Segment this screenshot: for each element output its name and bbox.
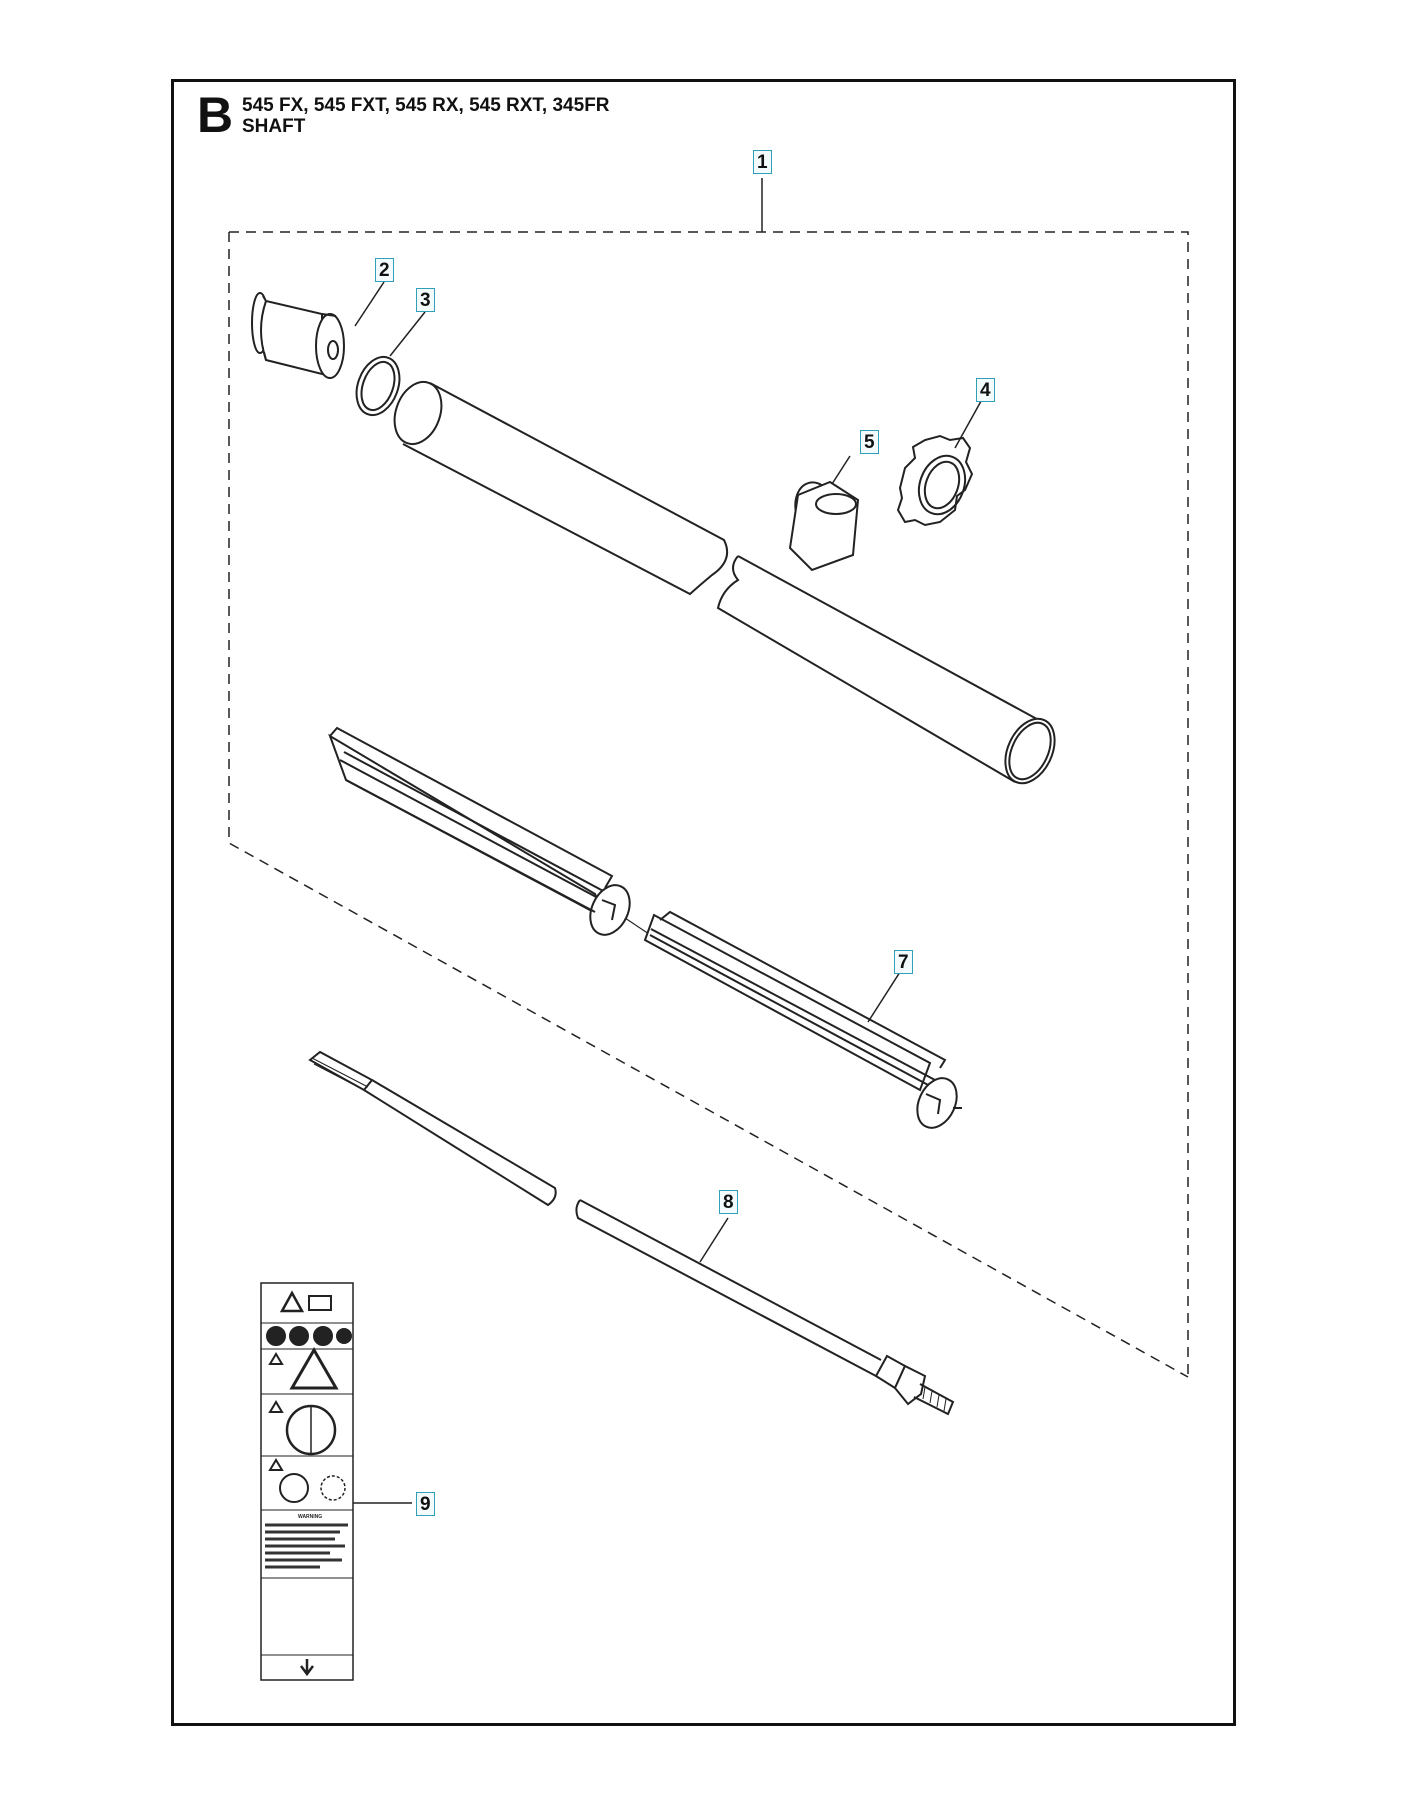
nut-part [898, 436, 973, 525]
callout-4[interactable]: 4 [976, 378, 995, 402]
boot-icon [314, 1327, 332, 1345]
section-title: SHAFT [242, 116, 306, 137]
callout-leader-2 [355, 282, 384, 326]
callout-1[interactable]: 1 [753, 150, 772, 174]
callout-5[interactable]: 5 [860, 430, 879, 454]
section-letter: B [197, 87, 234, 143]
callout-leader-5 [832, 456, 850, 484]
assembly-boundary [229, 232, 1188, 1377]
drive-shaft-part [310, 1052, 953, 1414]
callout-2[interactable]: 2 [375, 258, 394, 282]
callout-8[interactable]: 8 [719, 1190, 738, 1214]
shaft-tube-lower [718, 556, 1064, 791]
callout-leader-3 [390, 312, 425, 356]
shaft-tube-upper [386, 375, 727, 594]
callout-9[interactable]: 9 [416, 1492, 435, 1516]
callout-leader-7 [868, 972, 900, 1022]
sleeve-part [789, 478, 858, 570]
warning-decal-part [261, 1283, 353, 1680]
callout-7[interactable]: 7 [894, 950, 913, 974]
callout-leader-8 [700, 1218, 728, 1262]
eye-protection-icon [290, 1327, 308, 1345]
liner-upper [330, 728, 637, 941]
model-list: 545 FX, 545 FXT, 545 RX, 545 RXT, 345FR [242, 95, 610, 116]
callout-3[interactable]: 3 [416, 288, 435, 312]
bushing-part [252, 293, 344, 378]
helmet-icon [267, 1327, 285, 1345]
decal-warning-word: WARNING [298, 1514, 323, 1520]
